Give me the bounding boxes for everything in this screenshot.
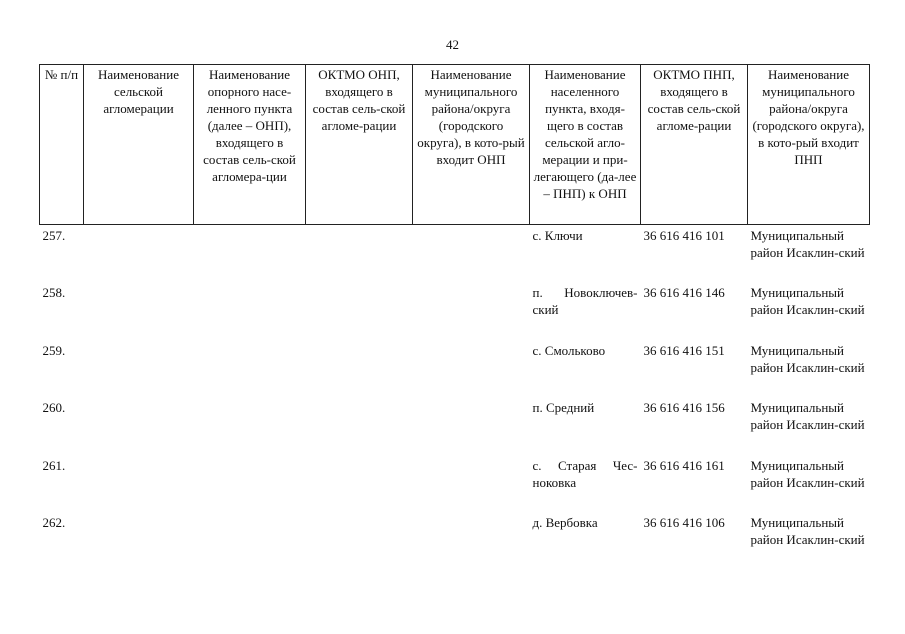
row-number: 257. [42, 228, 66, 243]
oktmo-pnp-cell: 36 616 416 101 [643, 228, 725, 243]
header-municipality-pnp: Наименование муниципального района/округа (городского округа), в кото-рый входит ПНП [748, 65, 870, 225]
municipality-onp-cell [413, 225, 530, 283]
agglomeration-cell [84, 340, 194, 398]
oktmo-onp-cell [306, 397, 413, 455]
row-number: 262. [42, 515, 66, 530]
pnp-cell: п. Средний [532, 400, 595, 415]
oktmo-pnp-cell: 36 616 416 146 [643, 285, 725, 300]
oktmo-pnp-cell: 36 616 416 106 [643, 515, 725, 530]
municipality-pnp-cell: Муниципальный район Исаклин-ский [750, 228, 865, 260]
header-agglomeration-name: Наименование сельской агломерации [84, 65, 194, 225]
header-oktmo-onp: ОКТМО ОНП, входящего в состав сель-ской агломе-рации [306, 65, 413, 225]
row-number: 258. [42, 285, 66, 300]
header-onp-name: Наименование опорного насе-ленного пункта (далее – ОНП), входящего в состав сель-ской агломера-ции [194, 65, 306, 225]
onp-cell [194, 397, 306, 455]
oktmo-onp-cell [306, 282, 413, 340]
oktmo-onp-cell [306, 512, 413, 570]
onp-cell [194, 282, 306, 340]
municipality-pnp-cell: Муниципальный район Исаклин-ский [750, 457, 865, 490]
municipality-pnp-cell: Муниципальный район Исаклин-ский [750, 285, 865, 317]
table-row [40, 397, 870, 455]
table-row [40, 225, 870, 283]
agglomeration-cell [84, 512, 194, 570]
pnp-cell: с. Ключи [532, 228, 583, 243]
pnp-cell: с. Старая Чес-ноковка [532, 457, 638, 490]
header-number: № п/п [40, 65, 84, 225]
agglomeration-cell [84, 225, 194, 283]
table-row [40, 282, 870, 340]
municipality-pnp-cell: Муниципальный район Исаклин-ский [750, 342, 865, 375]
agglomeration-table [39, 64, 870, 570]
pnp-cell: д. Вербовка [532, 515, 598, 530]
row-number: 261. [42, 457, 66, 473]
header-municipality-onp: Наименование муниципального района/округа (городского округа), в кото-рый входит ОНП [413, 65, 530, 225]
oktmo-onp-cell [306, 455, 413, 513]
agglomeration-cell [84, 397, 194, 455]
onp-cell [194, 340, 306, 398]
table-row [40, 512, 870, 570]
municipality-pnp-cell: Муниципальный район Исаклин-ский [750, 515, 865, 547]
table-row [40, 455, 870, 513]
page-number: 42 [446, 37, 459, 52]
municipality-pnp-cell: Муниципальный район Исаклин-ский [750, 400, 865, 432]
municipality-onp-cell [413, 282, 530, 340]
oktmo-pnp-cell: 36 616 416 156 [643, 400, 725, 415]
oktmo-pnp-cell: 36 616 416 151 [643, 342, 725, 358]
agglomeration-cell [84, 455, 194, 513]
header-oktmo-pnp: ОКТМО ПНП, входящего в состав сель-ской агломе-рации [641, 65, 748, 225]
row-number: 259. [42, 342, 66, 358]
municipality-onp-cell [413, 455, 530, 513]
municipality-onp-cell [413, 340, 530, 398]
pnp-cell: п. Новоключев-ский [532, 285, 638, 317]
agglomeration-cell [84, 282, 194, 340]
onp-cell [194, 512, 306, 570]
row-number: 260. [42, 400, 66, 415]
oktmo-pnp-cell: 36 616 416 161 [643, 457, 725, 473]
pnp-cell: с. Смольково [532, 342, 606, 358]
table-row [40, 340, 870, 398]
municipality-onp-cell [413, 397, 530, 455]
municipality-onp-cell [413, 512, 530, 570]
header-pnp-name: Наименование населенного пункта, входя-щего в состав сельской агло-мерации и при-легающего (да-лее – ПНП) к ОНП [530, 65, 641, 225]
oktmo-onp-cell [306, 225, 413, 283]
onp-cell [194, 455, 306, 513]
oktmo-onp-cell [306, 340, 413, 398]
table-header-row [40, 65, 870, 225]
onp-cell [194, 225, 306, 283]
